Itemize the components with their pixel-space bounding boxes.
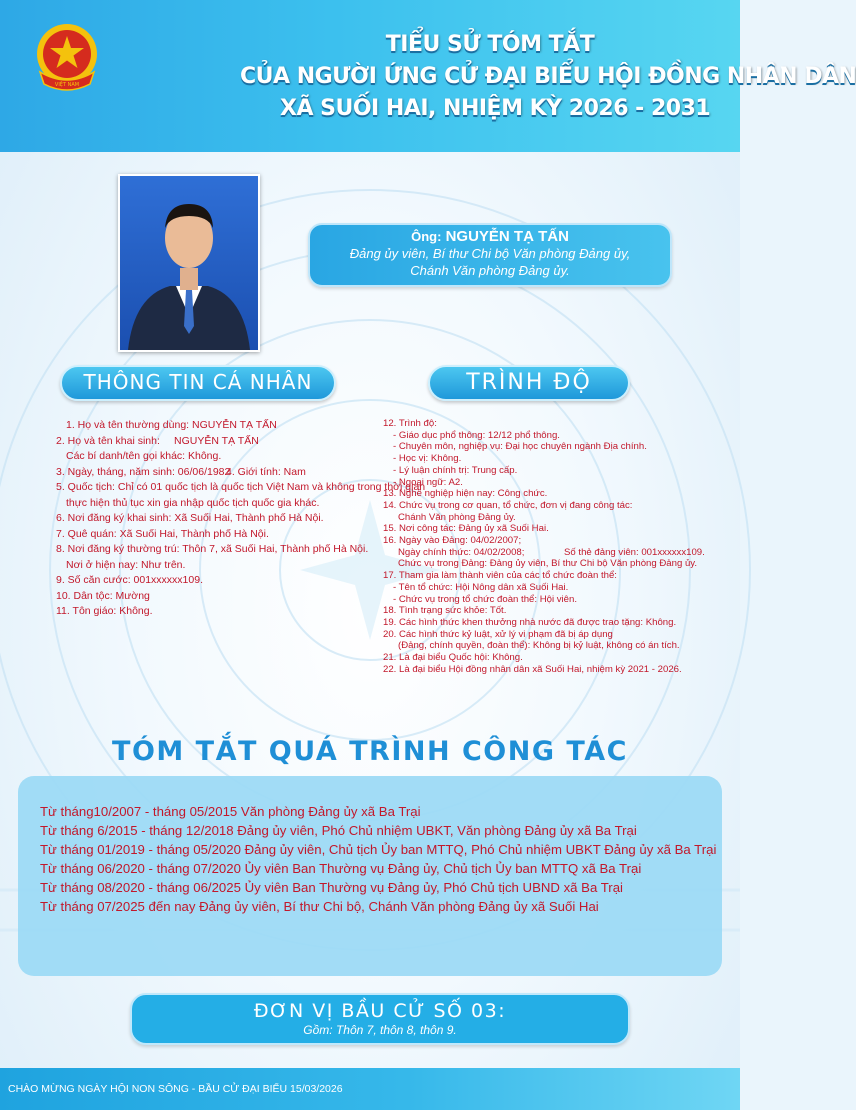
header-title-line-1: TIỂU SỬ TÓM TẮT: [385, 32, 595, 57]
footer-banner: [0, 1068, 740, 1110]
work-history-item: Từ tháng 07/2025 đến nay Đảng ủy viên, Bí thư Chi bộ, Chánh Văn phòng Đảng ủy xã Suối Hai: [40, 899, 599, 914]
info-line: Nơi ở hiện nay: Như trên.: [66, 558, 186, 571]
info-line: 10. Dân tộc: Mường: [56, 589, 150, 602]
work-history-item: Từ tháng 6/2015 - tháng 12/2018 Đảng ủy viên, Phó Chủ nhiệm UBKT, Văn phòng Đảng ủy xã Ba Trại: [40, 823, 637, 838]
edu-line: 18. Tình trạng sức khỏe: Tốt.: [383, 605, 507, 617]
edu-line: 16. Ngày vào Đảng: 04/02/2007;: [383, 535, 522, 547]
candidate-position-line-2: Chánh Văn phòng Đảng ủy.: [410, 263, 570, 278]
info-line: 11. Tôn giáo: Không.: [56, 605, 153, 617]
info-line: thực hiện thủ tục xin gia nhập quốc tịch quốc gia khác.: [66, 496, 320, 509]
footer-text: CHÀO MỪNG NGÀY HỘI NON SÔNG - BẦU CỬ ĐẠI BIỂU 15/03/2026: [8, 1083, 343, 1095]
edu-line: (Đảng, chính quyền, đoàn thể): Không bị kỷ luật, không có án tích.: [398, 640, 680, 652]
education-heading: TRÌNH ĐỘ: [428, 365, 630, 401]
work-history-item: Từ tháng 06/2020 - tháng 07/2020 Ủy viên Ban Thường vụ Đảng ủy, Chủ tịch Ủy ban MTTQ xã Ba Trại: [40, 861, 642, 876]
edu-line: 15. Nơi công tác: Đảng ủy xã Suối Hai.: [383, 523, 549, 535]
edu-line: - Chức vụ trong tổ chức đoàn thể: Hội viên.: [393, 593, 578, 605]
work-history-item: Từ tháng 01/2019 - tháng 05/2020 Đảng ủy viên, Chủ tịch Ủy ban MTTQ, Phó Chủ nhiệm UBKT Đảng ủy xã Ba Trại: [40, 842, 717, 857]
info-value: NGUYỄN TẠ TẤN: [174, 434, 259, 447]
candidate-name-box: [308, 223, 672, 287]
edu-line: 20. Các hình thức kỷ luật, xử lý vi phạm đã bị áp dụng: [383, 628, 613, 640]
edu-line: - Ngoại ngữ: A2.: [393, 476, 463, 488]
work-summary-heading: TÓM TẮT QUÁ TRÌNH CÔNG TÁC: [112, 736, 628, 767]
edu-line: Chánh Văn phòng Đảng ủy.: [398, 511, 516, 523]
edu-value: Số thẻ đảng viên: 001xxxxxx109.: [564, 546, 705, 558]
info-line: 7. Quê quán: Xã Suối Hai, Thành phố Hà Nội.: [56, 527, 269, 540]
edu-line: 22. Là đại biểu Hội đồng nhân dân xã Suối Hai, nhiệm kỳ 2021 - 2026.: [383, 663, 682, 675]
edu-line: Ngày chính thức: 04/02/2008;: [398, 546, 525, 558]
candidate-name: NGUYỄN TẠ TẤN: [445, 228, 569, 245]
info-line: 8. Nơi đăng ký thường trú: Thôn 7, xã Suối Hai, Thành phố Hà Nội.: [56, 543, 369, 555]
candidate-photo: [118, 174, 260, 352]
header-title-line-3: XÃ SUỐI HAI, NHIỆM KỲ 2026 - 2031: [280, 96, 711, 121]
info-line: 6. Nơi đăng ký khai sinh: Xã Suối Hai, Thành phố Hà Nội.: [56, 512, 324, 524]
work-history-list: [40, 802, 720, 916]
edu-line: 17. Tham gia làm thành viên của các tổ chức đoàn thể:: [383, 570, 617, 582]
district-subtitle: Gồm: Thôn 7, thôn 8, thôn 9.: [303, 1023, 457, 1037]
candidate-position-line-1: Đảng ủy viên, Bí thư Chi bộ Văn phòng Đảng ủy,: [349, 246, 631, 261]
national-emblem-icon: [34, 22, 100, 96]
edu-line: 21. Là đại biểu Quốc hội: Không.: [383, 652, 523, 664]
info-line: 3. Ngày, tháng, năm sinh: 06/06/1982: [56, 465, 231, 478]
emblem-text: VIỆT NAM: [54, 82, 80, 88]
candidate-honorific: Ông:: [411, 229, 442, 244]
education-list: [383, 418, 713, 675]
edu-line: - Tên tổ chức: Hội Nông dân xã Suối Hai.: [393, 581, 569, 593]
info-line: 1. Họ và tên thường dùng: NGUYỄN TẠ TẤN: [66, 419, 277, 431]
personal-info-heading: THÔNG TIN CÁ NHÂN: [60, 365, 336, 401]
edu-line: - Giáo dục phổ thông: 12/12 phổ thông.: [393, 429, 560, 441]
header-title-line-2: CỦA NGƯỜI ỨNG CỬ ĐẠI BIỂU HỘI ĐỒNG NHÂN DÂN: [240, 64, 856, 89]
edu-line: 19. Các hình thức khen thưởng nhà nước đã được trao tặng: Không.: [383, 616, 677, 628]
info-line: 2. Họ và tên khai sinh:: [56, 434, 160, 447]
work-history-item: Từ tháng10/2007 - tháng 05/2015 Văn phòng Đảng ủy xã Ba Trại: [40, 804, 421, 819]
electoral-district-box: [130, 993, 630, 1045]
district-title: ĐƠN VỊ BẦU CỬ SỐ 03:: [253, 1000, 507, 1022]
edu-line: 13. Nghề nghiệp hiện nay: Công chức.: [383, 488, 548, 500]
edu-line: Chức vụ trong Đảng: Đảng ủy viên, Bí thư Chi bộ Văn phòng Đảng ủy.: [398, 558, 698, 570]
edu-line: - Chuyên môn, nghiệp vụ: Đại học chuyên ngành Địa chính.: [393, 441, 647, 453]
info-line: 9. Số căn cước: 001xxxxxx109.: [56, 574, 203, 586]
info-line: Các bí danh/tên gọi khác: Không.: [66, 450, 222, 462]
portrait-icon: [120, 176, 258, 350]
edu-line: 14. Chức vụ trong cơ quan, tổ chức, đơn vị đang công tác:: [383, 499, 633, 511]
header-banner: [0, 0, 856, 152]
edu-line: 12. Trình độ:: [383, 418, 437, 429]
info-line: 5. Quốc tịch: Chỉ có 01 quốc tịch là quốc tịch Việt Nam và không trong thời gian: [56, 481, 426, 493]
edu-line: - Lý luận chính trị: Trung cấp.: [393, 464, 518, 476]
info-value: 4. Giới tính: Nam: [226, 465, 306, 478]
work-history-item: Từ tháng 08/2020 - tháng 06/2025 Ủy viên Ban Thường vụ Đảng ủy, Phó Chủ tịch UBND xã Ba Trại: [40, 880, 623, 895]
edu-line: - Học vị: Không.: [393, 453, 462, 465]
